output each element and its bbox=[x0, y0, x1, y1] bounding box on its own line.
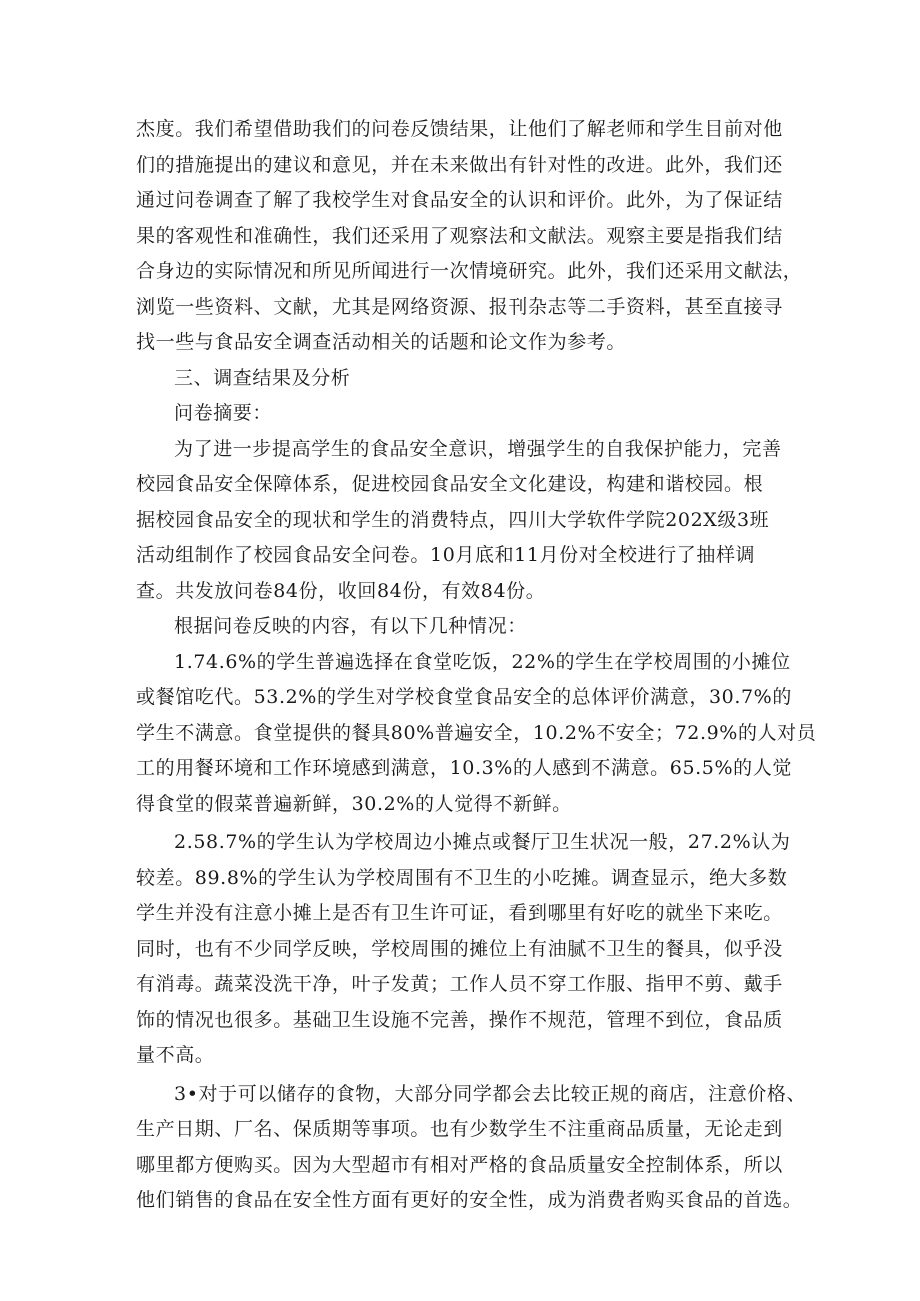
text-line: 较差。89.8%的学生认为学校周围有不卫生的小吃摊。调查显示，绝大多数 bbox=[136, 866, 788, 889]
text-line: 同时，也有不少同学反映，学校周围的摊位上有油腻不卫生的餐具，似乎没 bbox=[136, 937, 783, 960]
text-line: 2.58.7%的学生认为学校周边小摊点或餐厅卫生状况一般，27.2%认为 bbox=[174, 831, 791, 853]
text-line: 找一些与食品安全调查活动相关的话题和论文作为参考。 bbox=[136, 331, 627, 353]
text-line: 1.74.6%的学生普遍选择在食堂吃饭，22%的学生在学校周围的小摊位 bbox=[174, 650, 791, 673]
text-line: 有消毒。蔬菜没洗干净，叶子发黄；工作人员不穿工作服、指甲不剪、戴手 bbox=[136, 973, 783, 995]
text-line: 为了进一步提高学生的食品安全意识，增强学生的自我保护能力，完善 bbox=[174, 437, 782, 460]
text-line: 3•对于可以储存的食物，大部分同学都会去比较正规的商店，注意价格、 bbox=[174, 1082, 807, 1105]
text-line: 通过问卷调查了解了我校学生对食品安全的认识和评价。此外，为了保证结 bbox=[136, 189, 783, 211]
subsection-heading: 问卷摘要： bbox=[174, 402, 273, 424]
text-line: 根据问卷反映的内容，有以下几种情况： bbox=[174, 615, 527, 637]
text-line: 据校园食品安全的现状和学生的消费特点，四川大学软件学院202X级3班 bbox=[136, 508, 770, 531]
text-line: 饰的情况也很多。基础卫生设施不完善，操作不规范，管理不到位，食品质 bbox=[136, 1008, 783, 1031]
text-line: 果的客观性和准确性，我们还采用了观察法和文献法。观察主要是指我们结 bbox=[136, 224, 783, 247]
text-line: 合身边的实际情况和所见所闻进行一次情境研究。此外，我们还采用文献法， bbox=[136, 260, 803, 282]
text-line: 或餐馆吃代。53.2%的学生对学校食堂食品安全的总体评价满意，30.7%的 bbox=[136, 686, 792, 708]
text-line: 浏览一些资料、文献，尤其是网络资源、报刊杂志等二手资料，甚至直接寻 bbox=[136, 295, 783, 318]
section-heading: 三、调查结果及分析 bbox=[174, 366, 351, 389]
text-line: 们的措施提出的建议和意见，并在未来做出有针对性的改进。此外，我们还 bbox=[136, 153, 783, 176]
text-line: 生产日期、厂名、保质期等事项。也有少数学生不注重商品质量，无论走到 bbox=[136, 1118, 783, 1140]
text-line: 查。共发放问卷84份，收回84份，有效84份。 bbox=[136, 579, 546, 602]
text-line: 学生并没有注意小摊上是否有卫生许可证，看到哪里有好吃的就坐下来吃。 bbox=[136, 902, 783, 924]
text-line: 他们销售的食品在安全性方面有更好的安全性，成为消费者购买食品的首选。 bbox=[136, 1189, 803, 1211]
text-line: 哪里都方便购买。因为大型超市有相对严格的食品质量安全控制体系，所以 bbox=[136, 1153, 783, 1176]
text-line: 杰度。我们希望借助我们的问卷反馈结果，让他们了解老师和学生目前对他 bbox=[136, 118, 783, 140]
document-body bbox=[136, 112, 824, 1219]
text-line: 工的用餐环境和工作环境感到满意，10.3%的人感到不满意。65.5%的人觉 bbox=[136, 757, 792, 779]
text-line: 活动组制作了校园食品安全问卷。10月底和11月份对全校进行了抽样调 bbox=[136, 544, 756, 566]
text-line: 得食堂的假菜普遍新鲜，30.2%的人觉得不新鲜。 bbox=[136, 792, 572, 815]
text-line: 量不高。 bbox=[136, 1044, 215, 1066]
text-line: 学生不满意。食堂提供的餐具80%普遍安全，10.2%不安全；72.9%的人对员 bbox=[136, 721, 817, 744]
text-line: 校园食品安全保障体系，促进校园食品安全文化建设，构建和谐校园。根 bbox=[136, 473, 764, 495]
